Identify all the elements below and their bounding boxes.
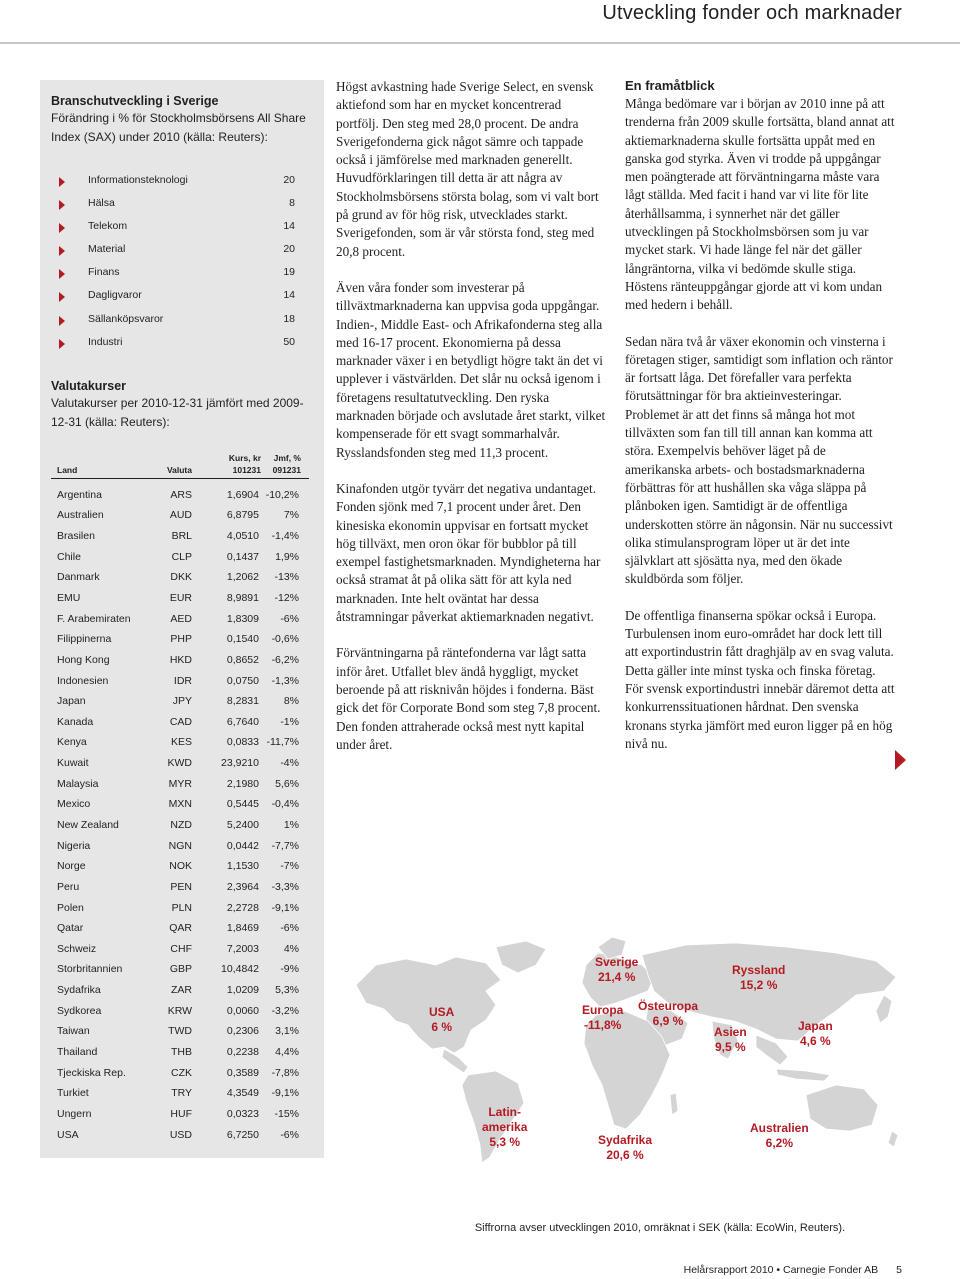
currency-country: Peru: [57, 880, 80, 893]
currency-country: Thailand: [57, 1046, 98, 1059]
currency-change: -9,1%: [271, 901, 299, 914]
currency-code: AED: [170, 612, 192, 625]
col-header-land: Land: [57, 464, 78, 475]
currency-country: Schweiz: [57, 942, 97, 955]
currency-row: [51, 1063, 309, 1084]
currency-rate: 2,3964: [226, 880, 259, 893]
australia-shape: [806, 1085, 878, 1131]
currency-code: TWD: [168, 1025, 192, 1038]
sector-row: [51, 308, 309, 331]
currency-code: TRY: [171, 1087, 192, 1100]
currency-row: [51, 1104, 309, 1125]
currency-country: New Zealand: [57, 819, 119, 831]
currency-row: [51, 526, 309, 547]
currency-rate: 6,7250: [226, 1128, 259, 1141]
currency-code: CLP: [171, 550, 192, 563]
currency-rate: 0,5445: [226, 798, 259, 811]
currency-code: KWD: [167, 757, 192, 770]
currency-change: -7,8%: [271, 1066, 299, 1079]
currency-rate: 0,8652: [226, 653, 259, 666]
world-map: [336, 925, 924, 1170]
currency-code: HKD: [169, 653, 192, 666]
currency-row: [51, 505, 309, 526]
sector-row: [51, 284, 309, 307]
currency-code: USD: [169, 1128, 192, 1141]
bullet-arrow-icon: [59, 200, 65, 210]
currency-rate: 6,7640: [226, 715, 259, 728]
currency-country: Turkiet: [57, 1087, 89, 1100]
currency-country: Australien: [57, 509, 104, 522]
outlook-paragraphs: [625, 95, 895, 753]
currency-code: BRL: [171, 530, 192, 543]
currency-row: [51, 732, 309, 753]
currency-rate: 0,0442: [226, 839, 259, 852]
sector-name: Material: [88, 243, 126, 256]
page-title: Utveckling fonder och marknader: [602, 2, 902, 24]
currency-country: Argentina: [57, 488, 102, 501]
currency-country: Polen: [57, 901, 84, 914]
currency-country: Sydkorea: [57, 1004, 102, 1017]
currency-code: THB: [171, 1046, 192, 1059]
sector-name: Informationsteknologi: [88, 174, 188, 186]
sector-value: 50: [283, 335, 295, 348]
currency-country: Danmark: [57, 571, 100, 584]
currency-change: 5,6%: [275, 777, 299, 790]
new-zealand-shape: [888, 1131, 898, 1147]
currency-row: [51, 753, 309, 774]
currency-rate: 8,9891: [226, 591, 259, 604]
map-label-latin-america: Latin- amerika 5,3 %: [482, 1105, 528, 1149]
col-header-jmf-date: 091231: [272, 464, 301, 475]
currency-code: EUR: [169, 591, 192, 604]
currency-country: Hong Kong: [57, 653, 110, 666]
currency-country: Nigeria: [57, 839, 91, 852]
currency-country: F. Arabemiraten: [57, 612, 131, 625]
currency-rate: 0,0323: [226, 1107, 259, 1120]
map-label-ryssland: Ryssland 15,2 %: [732, 963, 786, 992]
currency-row: [51, 1001, 309, 1022]
currency-code: DKK: [170, 571, 192, 584]
currency-change: -7,7%: [271, 839, 299, 852]
sector-row: [51, 261, 309, 284]
map-label-sverige: Sverige 21,4 %: [595, 955, 639, 984]
currency-change: -6,2%: [271, 653, 299, 666]
currency-country: Kanada: [57, 715, 94, 728]
text-column-2: [625, 78, 895, 771]
currency-country: Kuwait: [57, 757, 89, 770]
sector-row: [51, 169, 309, 192]
currency-change: -7%: [280, 860, 299, 873]
currency-rate: 0,3589: [226, 1066, 259, 1079]
currency-change: -6%: [280, 1128, 299, 1141]
currency-row: [51, 939, 309, 960]
currency-rate: 1,8309: [226, 612, 259, 625]
currency-row: [51, 836, 309, 857]
sector-value: 18: [283, 312, 295, 325]
currency-change: -9%: [280, 963, 299, 976]
currency-country: Norge: [57, 860, 86, 873]
currency-change: -6%: [280, 922, 299, 935]
currency-rate: 2,2728: [226, 901, 259, 914]
sector-value: 14: [283, 289, 295, 302]
bullet-arrow-icon: [59, 316, 65, 326]
body-paragraph: Högst avkastning hade Sverige Select, en svensk aktiefond som har en mycket koncentrerad portfölj. Den steg med 28,0 procent. De andra Sverigefonderna gick något sämre och tappade också i jämförelse med marknaden generellt. Huvudförklaringen till detta är att några av Stockholmsbörsens största bolag, som vi valt bort på grund av för hög risk, utvecklades starkt. Sverigefonden, som är vår största fond, steg med 20,8 procent.: [336, 79, 599, 259]
sector-row: [51, 215, 309, 238]
sector-list: [51, 169, 309, 354]
currency-heading: Valutakurser: [51, 378, 127, 393]
currency-row: [51, 1021, 309, 1042]
currency-country: Tjeckiska Rep.: [57, 1066, 126, 1079]
currency-code: GBP: [169, 963, 192, 976]
currency-change: 5,3%: [275, 984, 299, 997]
currency-code: PEN: [170, 880, 192, 893]
currency-rate: 23,9210: [221, 757, 259, 770]
sector-row: [51, 192, 309, 215]
currency-rate: 0,0060: [226, 1004, 259, 1017]
currency-row: [51, 918, 309, 939]
currency-rate: 1,2062: [226, 571, 259, 584]
currency-row: [51, 1083, 309, 1104]
currency-change: 3,1%: [275, 1025, 299, 1038]
currency-row: [51, 485, 309, 506]
currency-row: [51, 671, 309, 692]
currency-code: MXN: [168, 798, 192, 811]
currency-change: -0,6%: [271, 633, 299, 646]
map-label-asien: Asien 9,5 %: [714, 1025, 747, 1054]
col-header-jmf: Jmf, %: [273, 452, 301, 463]
currency-code: PLN: [171, 901, 192, 914]
currency-rate: 6,8795: [226, 509, 259, 522]
currency-table-header: [51, 444, 309, 476]
currency-code: KRW: [167, 1004, 192, 1017]
currency-rate: 4,3549: [226, 1087, 259, 1100]
currency-code: KES: [170, 736, 192, 749]
currency-rate: 0,0833: [226, 736, 259, 749]
map-label-australien: Australien 6,2%: [750, 1121, 809, 1150]
currency-code: QAR: [169, 922, 192, 935]
currency-change: 4,4%: [275, 1046, 299, 1059]
currency-row: [51, 691, 309, 712]
currency-row: [51, 629, 309, 650]
currency-change: -11,7%: [266, 736, 299, 749]
map-caption: Siffrorna avser utvecklingen 2010, omräknat i SEK (källa: EcoWin, Reuters).: [474, 1222, 846, 1234]
currency-code: NGN: [168, 839, 192, 852]
currency-change: -15%: [274, 1107, 299, 1120]
currency-rate: 0,1437: [226, 550, 259, 563]
currency-code: IDR: [173, 674, 192, 687]
currency-rate: 7,2003: [226, 942, 259, 955]
currency-row: [51, 774, 309, 795]
currency-row: [51, 794, 309, 815]
body-paragraph: Kinafonden utgör tyvärr det negativa undantaget. Fonden sjönk med 7,1 procent under året. Den kinesiska ekonomin uppvisar en fortsatt mycket hög tillväxt, men oron ökar för bubblor på till exempel fastighetsmarknaden. Myndigheterna har också stramat åt på olika sätt för att kyla ned marknaden. Inte helt oväntat har dessa åtstramningar påverkat aktiemarknaden negativt.: [336, 480, 601, 625]
col-header-valuta: Valuta: [166, 464, 192, 475]
currency-change: -13%: [274, 571, 299, 584]
currency-row: [51, 1125, 309, 1146]
map-label-osteuropa: Östeuropa 6,9 %: [638, 999, 699, 1028]
currency-country: Chile: [57, 550, 81, 563]
currency-rate: 0,1540: [226, 633, 259, 646]
currency-change: -3,3%: [271, 880, 299, 893]
outlook-heading: En framåtblick: [625, 78, 715, 93]
sector-name: Telekom: [88, 220, 128, 233]
currency-change: 4%: [283, 942, 299, 955]
footer-text: Helårsrapport 2010 • Carnegie Fonder AB: [683, 1264, 879, 1276]
currency-rate: 1,0209: [226, 984, 259, 997]
bullet-arrow-icon: [59, 177, 65, 187]
sector-row: [51, 238, 309, 261]
indonesia-shape: [776, 1069, 830, 1081]
currency-row: [51, 856, 309, 877]
currency-country: Brasilen: [57, 530, 95, 543]
currency-row: [51, 712, 309, 733]
currency-row: [51, 815, 309, 836]
currency-change: 1%: [283, 819, 299, 831]
map-label-sydafrika: Sydafrika 20,6 %: [598, 1133, 653, 1162]
map-label-japan: Japan 4,6 %: [798, 1019, 833, 1048]
currency-country: Indonesien: [57, 674, 109, 687]
sector-value: 20: [283, 243, 295, 256]
currency-table: [51, 485, 309, 1146]
bullet-arrow-icon: [59, 246, 65, 256]
currency-row: [51, 567, 309, 588]
sidebar-panel: [40, 80, 324, 1158]
currency-code: AUD: [169, 509, 192, 522]
sector-name: Dagligvaror: [88, 289, 142, 302]
map-label-usa: USA 6 %: [429, 1005, 455, 1034]
body-paragraph: Förväntningarna på räntefonderna var lågt satta inför året. Utfallet blev ändå hyggligt, mycket beroende på att risknivån höjdes i fonderna. Bäst gick det för Corporate Bond som steg 7,8 procent. Den fonden attraherade också mest nytt kapital under året.: [336, 645, 601, 752]
currency-code: PHP: [170, 633, 192, 646]
sector-name: Finans: [88, 266, 120, 279]
currency-row: [51, 1042, 309, 1063]
currency-country: Japan: [57, 695, 86, 708]
continue-arrow-icon: [895, 750, 906, 770]
currency-code: ZAR: [171, 984, 192, 997]
greenland-shape: [496, 941, 546, 973]
currency-change: 8%: [283, 695, 299, 708]
header-rule: [0, 42, 960, 44]
currency-rate: 0,2238: [226, 1046, 259, 1059]
sector-name: Hälsa: [88, 197, 115, 210]
sector-value: 14: [283, 220, 295, 233]
currency-table-rule: [51, 478, 309, 479]
currency-rate: 4,0510: [226, 530, 259, 543]
currency-change: -10,2%: [265, 488, 299, 501]
currency-change: -1%: [280, 715, 299, 728]
japan-shape: [876, 995, 892, 1023]
currency-row: [51, 877, 309, 898]
currency-change: -4%: [280, 757, 299, 770]
currency-change: -12%: [274, 591, 299, 604]
currency-change: -1,3%: [271, 674, 299, 687]
sector-heading: Branschutveckling i Sverige: [51, 94, 219, 108]
currency-code: NZD: [170, 819, 192, 831]
currency-country: Qatar: [57, 922, 84, 935]
currency-row: [51, 609, 309, 630]
bullet-arrow-icon: [59, 339, 65, 349]
currency-change: -3,2%: [271, 1004, 299, 1017]
currency-country: Sydafrika: [57, 984, 101, 997]
sector-name: Industri: [88, 335, 123, 348]
sector-subtitle: Förändring i % för Stockholmsbörsens All Share Index (SAX) under 2010 (källa: Reuters):: [51, 111, 306, 144]
text-column-1: [336, 78, 606, 772]
currency-rate: 0,2306: [226, 1025, 259, 1038]
currency-code: MYR: [168, 777, 192, 790]
page-number: 5: [896, 1264, 902, 1276]
currency-rate: 8,2831: [226, 695, 259, 708]
currency-country: USA: [57, 1128, 79, 1141]
currency-code: HUF: [170, 1107, 192, 1120]
currency-change: -9,1%: [271, 1087, 299, 1100]
page-footer: [684, 1264, 902, 1276]
currency-change: -0,4%: [271, 798, 299, 811]
currency-country: Kenya: [57, 736, 87, 749]
sector-value: 19: [283, 266, 295, 279]
currency-code: JPY: [172, 695, 192, 708]
bullet-arrow-icon: [59, 223, 65, 233]
body-paragraph: De offentliga finanserna spökar också i Europa. Turbulensen inom euro-området har dock lett till att exportindustrin fått draghjälp av en svag valuta. Detta gäller inte minst tyska och finska företag. För svensk exportindustri innebär däremot detta att konkurrenssituationen hårdnat. Den svenska kronans styrka jämfört med euron ligger på en hög nivå nu.: [625, 607, 895, 751]
currency-country: Storbritannien: [57, 963, 123, 976]
currency-change: 7%: [283, 509, 299, 522]
currency-code: CAD: [169, 715, 192, 728]
body-paragraph: Även våra fonder som investerar på tillväxtmarknaderna kan uppvisa goda uppgångar. Indien-, Middle East- och Afrikafonderna steg alla med 16-17 procent. Ekonomierna på dessa marknader växer i en betydligt högre takt än det vi upplever i västvärlden. Det slår nu också igenom i företagens resultatutveckling. Den ryska marknaden började och avslutade året starkt, vilket kompenserade för ett svagt sommarhalvår. Rysslandsfonden steg med 11,3 procent.: [336, 279, 606, 460]
sector-row: [51, 331, 309, 354]
currency-row: [51, 650, 309, 671]
currency-country: EMU: [57, 591, 81, 604]
currency-row: [51, 959, 309, 980]
body-paragraph: Sedan nära två år växer ekonomin och vinsterna i företagen stiger, samtidigt som inflation och räntor är fortsatt låga. Det förefaller vara perfekta förutsättningar för bra aktieinvesteringar. Problemet är att det finns så många hot mot tillväxten som fan till till annan kan komma att störa. Exempelvis behöver läget på de amerikanska arbets- och bostadsmarknaderna förbättras för att hushållen ska våga släppa på plånboken igen. Samtidigt är de offentliga underskotten större än någonsin. När nu successivt olika stimulansprogram löper ut är det inte självklart att sjösätta nya, med den ökade skuldbörda som följer.: [625, 333, 893, 587]
currency-rate: 1,6904: [226, 488, 259, 501]
currency-country: Mexico: [57, 798, 91, 811]
col-header-kurs: Kurs, kr: [228, 452, 261, 463]
madagascar-shape: [670, 1093, 678, 1115]
body-paragraph: Många bedömare var i början av 2010 inne på att trenderna från 2009 skulle fortsätta, bland annat att aktiemarknaderna skulle fortsätta uppåt med en ganska god styrka. Även vi trodde på uppgångar men poängterade att förväntningarna måste vara lågt ställda. Med facit i hand var vi lite för lite återhållsamma, i synnerhet när det gäller utvecklingen på Stockholmsbörsen som ju var mycket stark. Vi hade länge fel när det gäller långräntorna, vilka vi bedömde skulle stiga. Höstens ränteuppgångar gjorde att vi kom undan med hedern i behåll.: [625, 96, 895, 313]
currency-row: [51, 980, 309, 1001]
currency-code: ARS: [170, 488, 192, 501]
currency-change: 1,9%: [275, 550, 299, 563]
bullet-arrow-icon: [59, 269, 65, 279]
currency-code: CZK: [171, 1066, 192, 1079]
currency-country: Ungern: [57, 1107, 92, 1120]
currency-code: NOK: [169, 860, 192, 873]
currency-code: CHF: [170, 942, 192, 955]
col-header-kurs-date: 101231: [232, 464, 261, 475]
currency-change: -1,4%: [271, 530, 299, 543]
currency-row: [51, 588, 309, 609]
currency-rate: 0,0750: [226, 674, 259, 687]
currency-row: [51, 898, 309, 919]
currency-subtitle: Valutakurser per 2010-12-31 jämfört med 2009-12-31 (källa: Reuters):: [51, 395, 304, 429]
currency-rate: 2,1980: [226, 777, 259, 790]
currency-rate: 5,2400: [226, 819, 259, 831]
currency-country: Filippinerna: [57, 633, 112, 646]
currency-rate: 1,8469: [226, 922, 259, 935]
bullet-arrow-icon: [59, 292, 65, 302]
map-label-europa: Europa -11,8%: [582, 1003, 624, 1032]
sector-name: Sällanköpsvaror: [88, 312, 164, 325]
sector-value: 8: [289, 197, 295, 210]
currency-rate: 1,1530: [226, 860, 259, 873]
currency-country: Taiwan: [57, 1025, 90, 1038]
currency-row: [51, 547, 309, 568]
page-header: [0, 0, 960, 44]
currency-country: Malaysia: [57, 777, 99, 790]
sector-value: 20: [283, 174, 295, 186]
currency-rate: 10,4842: [221, 963, 259, 976]
currency-change: -6%: [280, 612, 299, 625]
